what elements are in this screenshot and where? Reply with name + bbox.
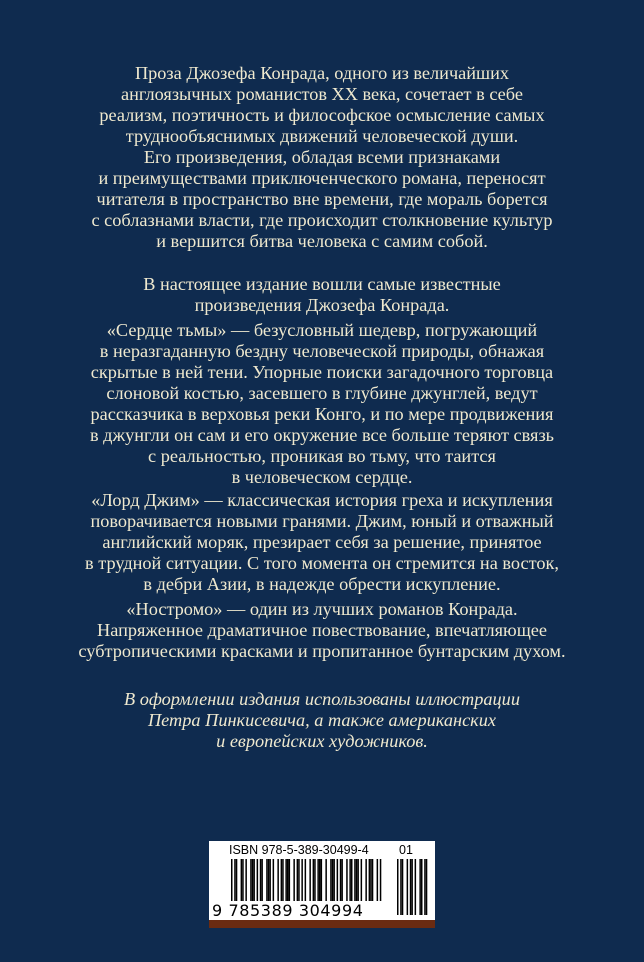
barcode-bar [282, 859, 284, 901]
barcode-bar [252, 859, 254, 901]
isbn-barcode [209, 841, 435, 928]
text-line: скрытые в ней тени. Упорные поиски загадочного торговца [90, 362, 554, 382]
barcode-bar [330, 859, 332, 901]
barcode-bar [357, 859, 359, 901]
barcode-bar [231, 859, 233, 901]
text-line: в дебри Азии, в надежде обрести искупление. [143, 574, 501, 594]
text-line: рассказчика в верховья реки Конго, и по мере продвижения [90, 404, 554, 424]
barcode-bar [361, 859, 363, 901]
barcode-bar [340, 859, 342, 901]
barcode-bar [369, 859, 371, 901]
nostromo-paragraph [0, 599, 644, 662]
barcode-bar [285, 859, 287, 901]
intro-paragraph [0, 63, 644, 252]
barcode-bar [266, 859, 268, 901]
lord-jim-paragraph [0, 490, 644, 595]
text-line: реализм, поэтичность и философское осмысление самых [99, 105, 545, 125]
barcode-bar [402, 859, 404, 915]
text-line: В настоящее издание вошли самые известные [143, 274, 501, 294]
text-line: произведения Джозефа Конрада. [194, 295, 450, 315]
barcode-bar [372, 859, 374, 901]
barcode-bar [319, 859, 321, 901]
barcode-bar [269, 859, 271, 901]
text-line: «Сердце тьмы» — безусловный шедевр, погружающий [106, 320, 538, 340]
text-line: поворачивается новыми гранями. Джим, юный и отважный [90, 511, 554, 531]
text-line: Петра Пинкисевича, а также американских [147, 710, 496, 730]
barcode-bar [293, 859, 295, 901]
text-line: в трудной ситуации. С того момента он стремится на восток, [85, 553, 559, 573]
barcode-bar [356, 859, 358, 901]
barcode-bar [242, 859, 244, 901]
text-line: «Лорд Джим» — классическая история греха и искупления [91, 490, 553, 510]
text-line: В оформлении издания использованы иллюстрации [124, 689, 520, 709]
barcode-bar [253, 859, 255, 901]
text-line: в джунгли он сам и его окружение все больше теряют связь [89, 425, 555, 445]
text-line: Напряженное драматичное повествование, впечатляющее [97, 620, 547, 640]
barcode-bar [337, 859, 339, 901]
text-line: в человеческом сердце. [231, 467, 413, 487]
barcode-bar [370, 859, 372, 901]
barcode-bar [377, 859, 379, 901]
text-line: Проза Джозефа Конрада, одного из величайших [134, 63, 510, 83]
barcode-bar [400, 859, 402, 915]
text-line: в неразгаданную бездну человеческой природы, обнажая [99, 341, 545, 361]
barcode-bar [314, 859, 316, 901]
barcode-bar [236, 859, 238, 901]
barcode-bar [287, 859, 289, 901]
barcode-bar [261, 859, 263, 901]
text-line: и европейских художников. [216, 731, 428, 751]
text-line: с соблазнами власти, где происходит столкновение культур [91, 210, 553, 230]
barcode-stripe [209, 920, 435, 928]
barcode-bar [260, 859, 262, 901]
barcode-bar [351, 859, 353, 901]
barcode-bar [245, 859, 247, 901]
barcode-bar [309, 859, 311, 901]
barcode-bar [341, 859, 343, 901]
barcode-bar [268, 859, 270, 901]
barcode-bar [411, 859, 413, 915]
barcode-bar [234, 859, 236, 901]
barcode-bar [321, 859, 323, 901]
barcode-bar [301, 859, 303, 901]
barcode-bar [415, 859, 417, 915]
barcode-bar [277, 859, 279, 901]
barcode-bar [380, 859, 382, 901]
edition-paragraph [0, 274, 644, 316]
barcode-bar [241, 859, 243, 901]
barcode-bar [421, 859, 423, 915]
barcode-bar [333, 859, 335, 901]
barcode-bar [332, 859, 334, 901]
barcode-bar [250, 859, 252, 901]
barcode-bar [289, 859, 291, 901]
text-line: и вершится битва человека с самим собой. [156, 231, 488, 251]
text-line: и преимуществами приключенческого романа, переносят [98, 168, 546, 188]
barcode-bar [424, 859, 426, 915]
barcode-bar [281, 859, 283, 901]
illustrations-credit [0, 689, 644, 752]
barcode-bar [297, 859, 299, 901]
text-line: с реальностью, проникая во тьму, что таится [148, 446, 496, 466]
barcode-bar [257, 859, 259, 901]
barcode-bar [273, 859, 275, 901]
barcode-bar [419, 859, 421, 915]
text-line: труднообъяснимых движений человеческой души. [125, 126, 519, 146]
barcode-bar [349, 859, 351, 901]
barcode-bar [426, 859, 428, 915]
barcode-bar [354, 859, 356, 901]
barcode-bar [397, 859, 399, 915]
barcode-bar [407, 859, 409, 915]
barcode-addon: 01 [399, 843, 413, 857]
text-line: слоновой костью, засевшего в глубине джунглей, ведут [106, 383, 538, 403]
text-line: «Ностромо» — один из лучших романов Конрада. [126, 599, 518, 619]
barcode-bar [365, 859, 367, 901]
text-line: Его произведения, обладая всеми признаками [143, 147, 501, 167]
heart-of-darkness-paragraph [0, 320, 644, 488]
barcode-digits: 9 785389 304994 [212, 901, 364, 920]
barcode-bar [317, 859, 319, 901]
text-line: английский моряк, презирает себя за решение, принятое [102, 532, 542, 552]
isbn-label: ISBN 978-5-389-30499-4 [229, 843, 369, 857]
text-line: читателя в пространство вне времени, где мораль борется [96, 189, 548, 209]
barcode-bar [346, 859, 348, 901]
barcode-bar [298, 859, 300, 901]
barcode-bar [313, 859, 315, 901]
text-line: англоязычных романистов XX века, сочетает в себе [121, 84, 523, 104]
text-line: субтропическими красками и пропитанное бунтарским духом. [78, 641, 566, 661]
barcode-bar [325, 859, 327, 901]
barcode-bar [305, 859, 307, 901]
barcode-bar [410, 859, 412, 915]
